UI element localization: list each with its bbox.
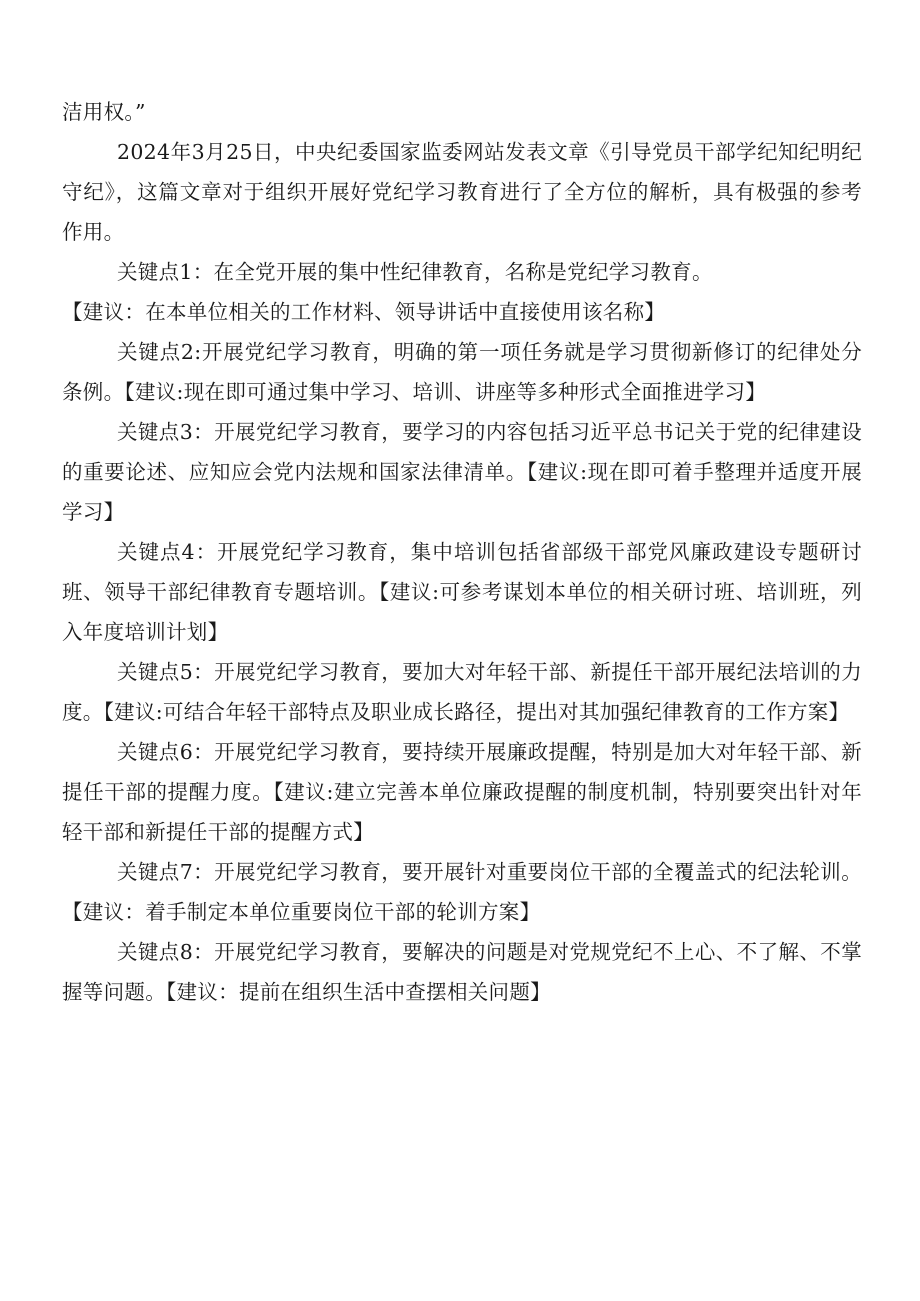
document-body [62, 92, 862, 1012]
paragraph-continuation: 洁用权。” [62, 100, 146, 124]
paragraph-key-point-1: 关键点1：在全党开展的集中性纪律教育，名称是党纪学习教育。 [117, 260, 713, 284]
paragraph-key-point-4: 关键点4：开展党纪学习教育，集中培训包括省部级干部党风廉政建设专题研讨班、领导干部纪律教育专题培训。【建议:可参考谋划本单位的相关研讨班、培训班，列入年度培训计划】 [62, 540, 862, 644]
paragraph-key-point-3: 关键点3：开展党纪学习教育，要学习的内容包括习近平总书记关于党的纪律建设的重要论述、应知应会党内法规和国家法律清单。【建议:现在即可着手整理并适度开展学习】 [62, 420, 862, 524]
paragraph-intro: 2024年3月25日，中央纪委国家监委网站发表文章《引导党员干部学纪知纪明纪守纪》，这篇文章对于组织开展好党纪学习教育进行了全方位的解析，具有极强的参考作用。 [62, 140, 862, 244]
paragraph-key-point-5: 关键点5：开展党纪学习教育，要加大对年轻干部、新提任干部开展纪法培训的力度。【建议:可结合年轻干部特点及职业成长路径，提出对其加强纪律教育的工作方案】 [62, 660, 862, 724]
paragraph-key-point-6: 关键点6：开展党纪学习教育，要持续开展廉政提醒，特别是加大对年轻干部、新提任干部的提醒力度。【建议:建立完善本单位廉政提醒的制度机制，特别要突出针对年轻干部和新提任干部的提醒方式】 [62, 740, 862, 844]
paragraph-suggestion-1: 【建议：在本单位相关的工作材料、领导讲话中直接使用该名称】 [62, 300, 666, 324]
paragraph-key-point-8: 关键点8：开展党纪学习教育，要解决的问题是对党规党纪不上心、不了解、不掌握等问题。【建议：提前在组织生活中查摆相关问题】 [62, 940, 862, 1004]
paragraph-key-point-2: 关键点2:开展党纪学习教育，明确的第一项任务就是学习贯彻新修订的纪律处分条例。【建议:现在即可通过集中学习、培训、讲座等多种形式全面推进学习】 [62, 340, 862, 404]
paragraph-key-point-7: 关键点7：开展党纪学习教育，要开展针对重要岗位干部的全覆盖式的纪法轮训。【建议：着手制定本单位重要岗位干部的轮训方案】 [62, 860, 862, 924]
